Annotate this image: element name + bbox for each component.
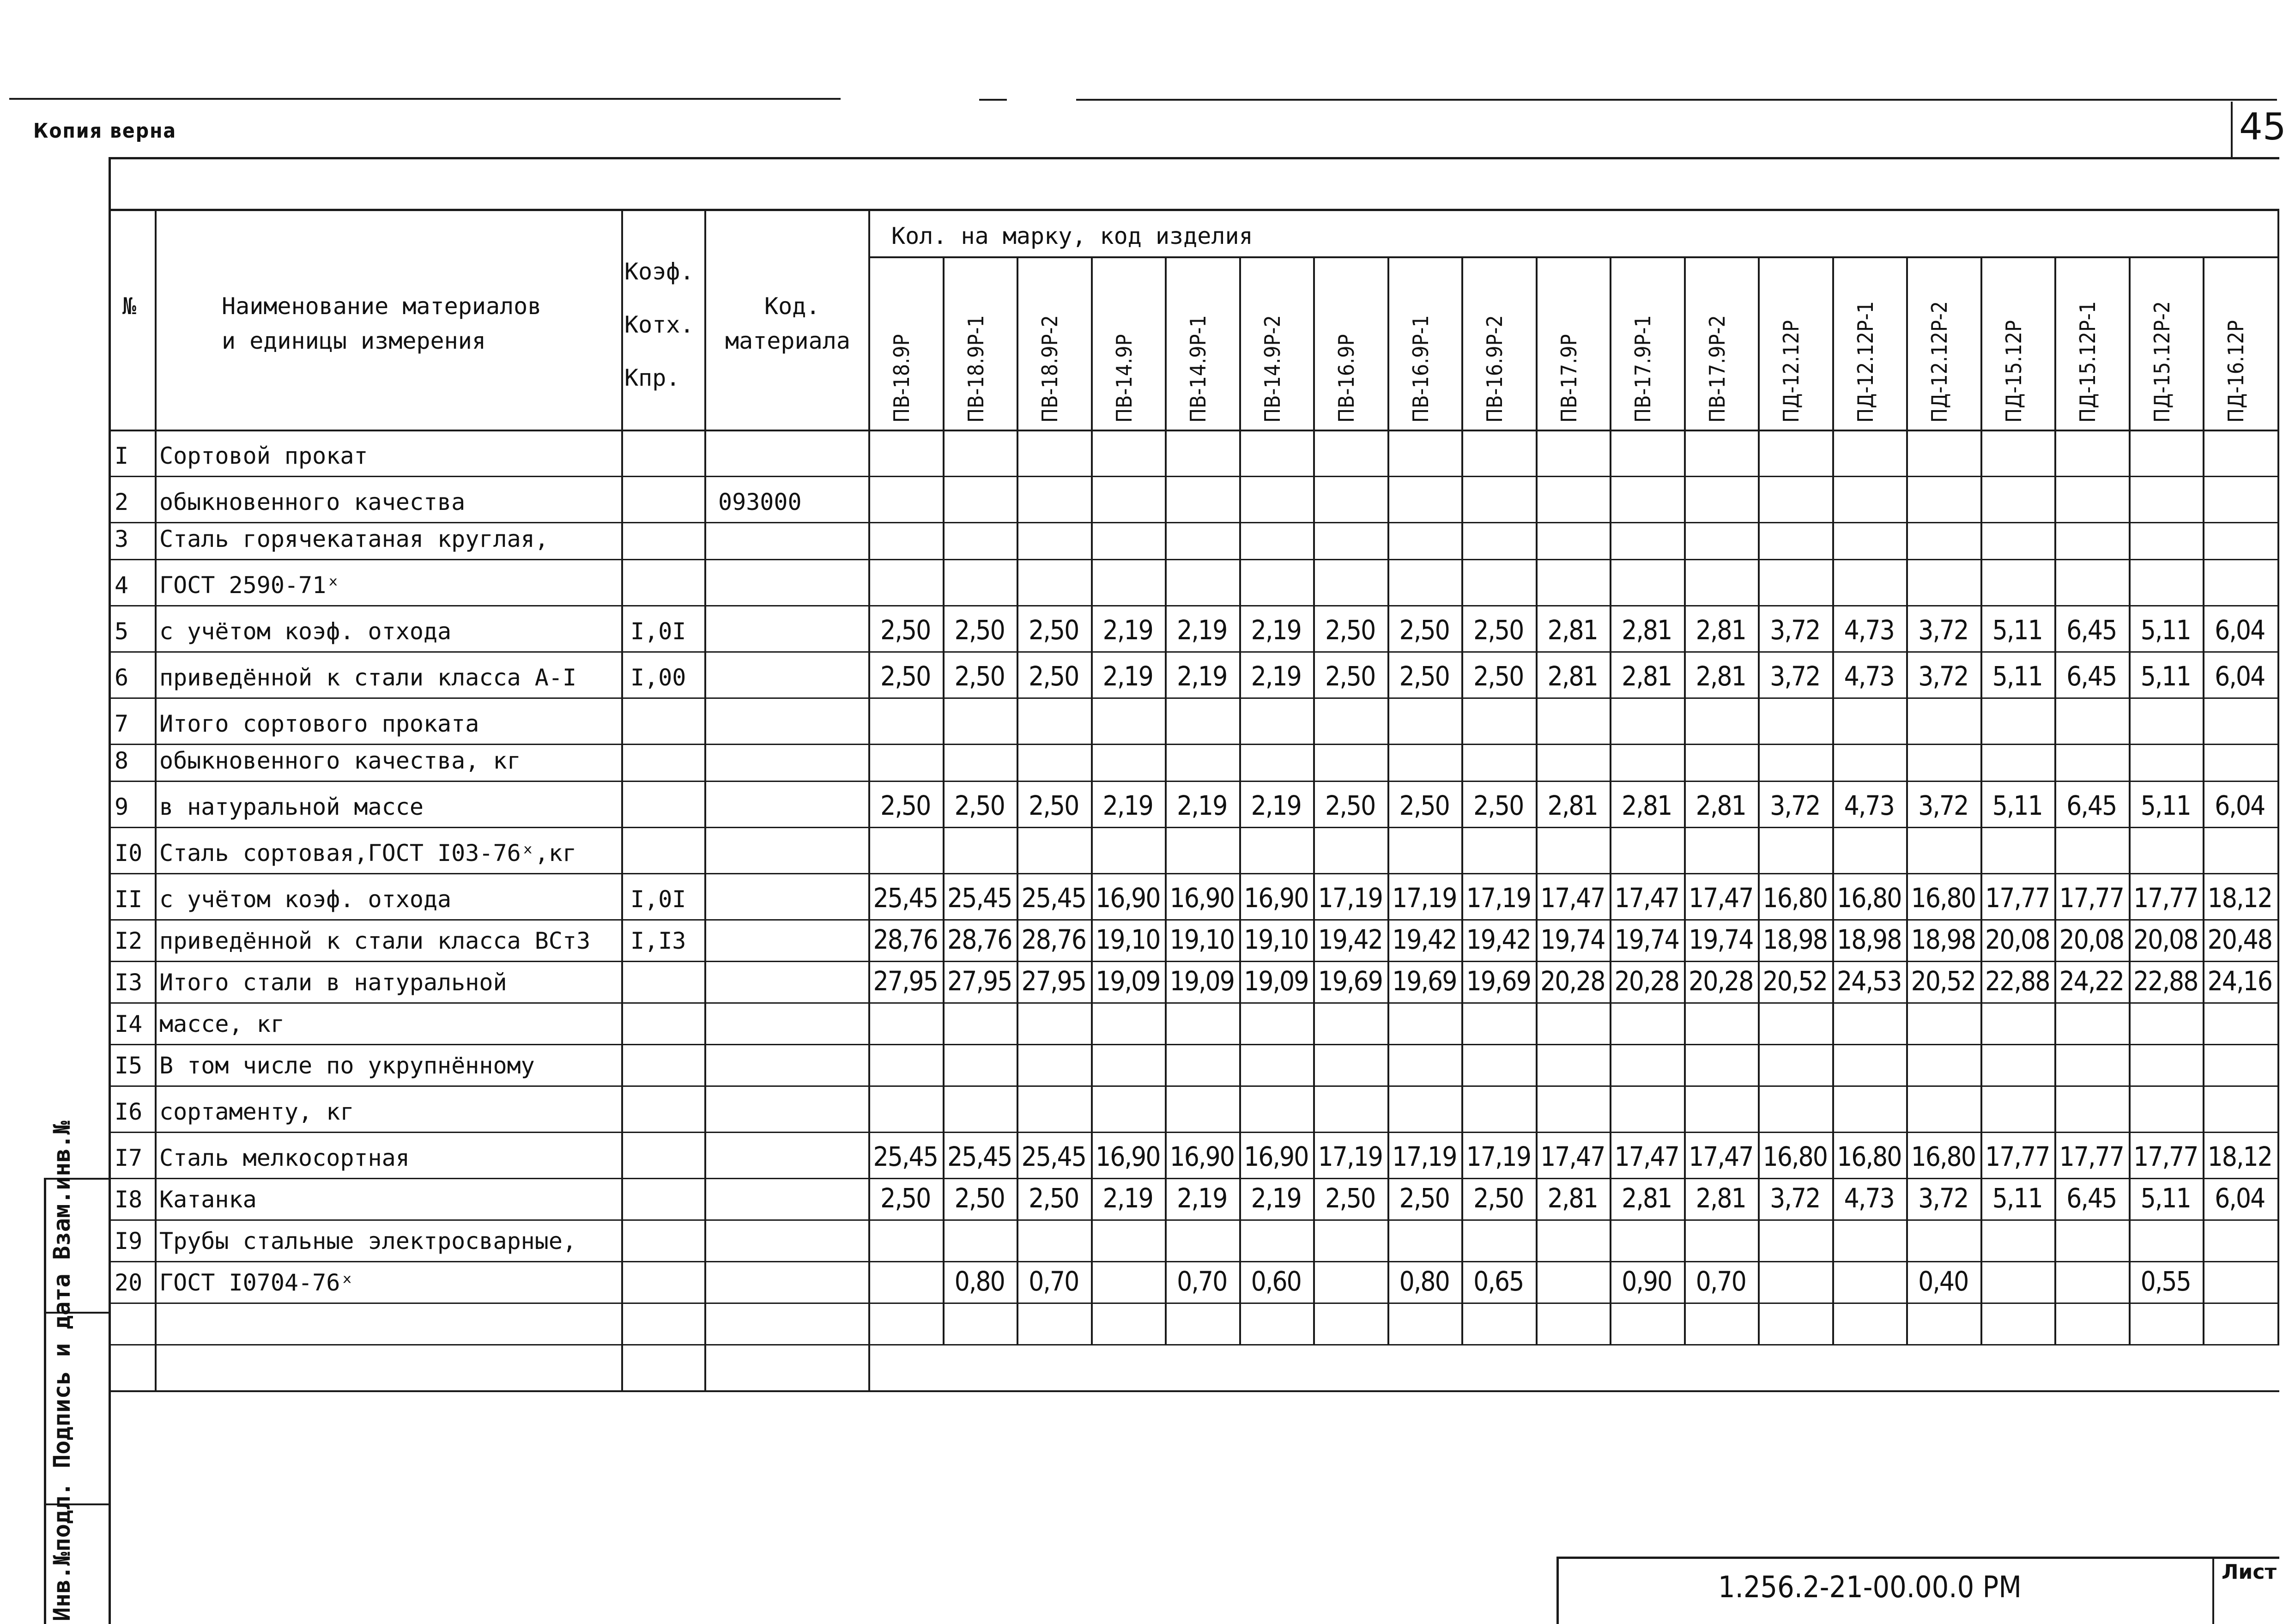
- row-value: 19,10: [1244, 924, 1308, 955]
- row-name: Сталь горячекатаная круглая,: [159, 526, 549, 552]
- top-border-line-2: [979, 99, 1007, 101]
- header-group-title: Кол. на марку, код изделия: [891, 223, 1253, 249]
- row-value: 2,81: [1696, 661, 1746, 692]
- title-block-sheet-divider: [2212, 1557, 2214, 1624]
- row-value: 3,72: [1918, 790, 1968, 821]
- row-value: 20,28: [1689, 965, 1753, 997]
- row-value: 2,81: [1547, 614, 1598, 646]
- row-number: I3: [115, 969, 143, 996]
- product-code-header: ПД-12.12Р-1: [1853, 301, 1878, 423]
- row-name: Итого сортового проката: [159, 710, 479, 737]
- row-value: 2,50: [954, 1182, 1005, 1214]
- row-value: 5,11: [1992, 790, 2042, 821]
- header-coef-line2: Котх.: [624, 311, 694, 338]
- row-name: сортаменту, кг: [159, 1098, 354, 1125]
- row-value: 19,09: [1244, 965, 1308, 997]
- row-number: I0: [115, 840, 143, 867]
- row-number: 20: [115, 1269, 143, 1296]
- row-value: 20,08: [1985, 924, 2050, 955]
- row-value: 18,12: [2207, 882, 2272, 914]
- row-value: 27,95: [873, 965, 938, 997]
- row-value: 16,90: [1169, 1141, 1234, 1172]
- table-col-divider: [621, 211, 623, 1390]
- row-value: 0,90: [1622, 1266, 1672, 1297]
- row-value: 6,04: [2215, 790, 2265, 821]
- row-value: 17,47: [1614, 882, 1679, 914]
- row-value: 2,81: [1696, 614, 1746, 646]
- row-value: 2,81: [1547, 790, 1598, 821]
- row-value: 17,47: [1540, 1141, 1605, 1172]
- row-value: 17,77: [2059, 1141, 2124, 1172]
- row-value: 2,19: [1251, 1182, 1301, 1214]
- product-code-header: ПВ-17.9Р-2: [1704, 315, 1730, 423]
- row-value: 24,53: [1837, 965, 1901, 997]
- header-code-line2: материала: [725, 327, 850, 354]
- row-value: 2,81: [1696, 1182, 1746, 1214]
- row-number: II: [115, 886, 143, 913]
- row-value: 19,69: [1318, 965, 1382, 997]
- row-name: Сортовой прокат: [159, 442, 368, 469]
- row-value: 3,72: [1770, 661, 1820, 692]
- row-name: в натуральной массе: [159, 794, 424, 820]
- row-number: 7: [115, 710, 129, 737]
- row-name: массе, кг: [159, 1011, 285, 1037]
- row-line: [109, 651, 2279, 653]
- row-material-code: 093000: [718, 489, 802, 515]
- row-number: I9: [115, 1228, 143, 1254]
- row-value: 2,50: [1325, 790, 1375, 821]
- row-value: 16,80: [1762, 882, 1827, 914]
- row-line: [109, 1344, 2279, 1345]
- row-number: 9: [115, 794, 129, 820]
- table-bottom-line: [109, 1390, 2279, 1392]
- row-number: 4: [115, 572, 129, 599]
- row-number: 5: [115, 618, 129, 645]
- row-value: 19,42: [1392, 924, 1457, 955]
- row-name: Катанка: [159, 1186, 257, 1213]
- row-line: [109, 522, 2279, 523]
- row-value: 17,19: [1392, 882, 1457, 914]
- row-line: [109, 1085, 2279, 1087]
- row-value: 2,81: [1622, 661, 1672, 692]
- header-coef-line3: Кпр.: [624, 364, 680, 391]
- row-value: 2,19: [1251, 661, 1301, 692]
- row-name: Итого стали в натуральной: [159, 969, 507, 996]
- row-value: 19,10: [1169, 924, 1234, 955]
- product-code-header: ПД-15.12Р: [2001, 320, 2026, 423]
- row-value: 17,19: [1466, 1141, 1531, 1172]
- row-line: [109, 827, 2279, 828]
- row-number: 3: [115, 526, 129, 552]
- row-number: 2: [115, 489, 129, 515]
- row-value: 2,50: [1473, 1182, 1524, 1214]
- row-value: 3,72: [1918, 614, 1968, 646]
- row-value: 5,11: [2140, 1182, 2191, 1214]
- row-line: [109, 1303, 2279, 1304]
- sheet-label: Лист: [2222, 1560, 2277, 1584]
- product-code-header: ПД-16.12Р: [2223, 320, 2248, 423]
- row-value: 2,19: [1251, 790, 1301, 821]
- row-value: 17,19: [1318, 882, 1382, 914]
- row-value: 2,19: [1177, 614, 1227, 646]
- header-group-line: [868, 256, 2279, 258]
- row-value: 2,19: [1102, 790, 1153, 821]
- row-value: 20,08: [2059, 924, 2124, 955]
- product-code-header: ПВ-14.9Р-2: [1260, 315, 1285, 423]
- row-name: обыкновенного качества, кг: [159, 747, 521, 774]
- title-block-top: [1556, 1557, 2279, 1559]
- row-value: 25,45: [873, 1141, 938, 1172]
- page-number-divider: [2231, 102, 2233, 157]
- row-value: 2,50: [1325, 661, 1375, 692]
- row-value: 16,90: [1244, 1141, 1308, 1172]
- row-value: 3,72: [1770, 1182, 1820, 1214]
- row-value: 28,76: [947, 924, 1012, 955]
- row-value: 2,50: [954, 661, 1005, 692]
- row-value: 19,69: [1466, 965, 1531, 997]
- row-value: 0,70: [1696, 1266, 1746, 1297]
- row-name: обыкновенного качества: [159, 489, 466, 515]
- row-name: В том числе по укрупнённому: [159, 1052, 535, 1079]
- row-value: 2,50: [1473, 614, 1524, 646]
- frame-left: [109, 157, 111, 1624]
- row-value: 20,28: [1614, 965, 1679, 997]
- row-name: ГОСТ 2590-71ˣ: [159, 572, 340, 599]
- row-value: 2,50: [880, 790, 931, 821]
- row-value: 19,74: [1689, 924, 1753, 955]
- row-line: [109, 1261, 2279, 1262]
- row-value: 16,80: [1837, 882, 1901, 914]
- title-block-left: [1556, 1557, 1559, 1624]
- product-code-header: ПВ-17.9Р-1: [1630, 315, 1655, 423]
- row-value: 20,52: [1911, 965, 1975, 997]
- row-value: 17,47: [1689, 882, 1753, 914]
- row-coef: I,0I: [630, 618, 686, 645]
- row-value: 16,90: [1096, 1141, 1160, 1172]
- table-col-divider: [155, 211, 157, 1390]
- row-value: 17,47: [1540, 882, 1605, 914]
- row-value: 17,19: [1466, 882, 1531, 914]
- product-code-header: ПВ-17.9Р: [1556, 334, 1581, 423]
- row-line: [109, 1178, 2279, 1179]
- row-value: 25,45: [947, 1141, 1012, 1172]
- header-no: №: [122, 293, 137, 320]
- row-value: 18,98: [1837, 924, 1901, 955]
- header-name-line2: и единицы измерения: [222, 327, 486, 354]
- row-number: I5: [115, 1052, 143, 1079]
- row-value: 2,50: [954, 790, 1005, 821]
- row-line: [109, 961, 2279, 962]
- row-number: I2: [115, 927, 143, 954]
- row-value: 2,50: [1399, 790, 1449, 821]
- row-name: Трубы стальные электросварные,: [159, 1228, 577, 1254]
- row-value: 16,80: [1911, 1141, 1975, 1172]
- row-value: 17,77: [1985, 1141, 2050, 1172]
- row-value: 2,50: [1399, 1182, 1449, 1214]
- row-value: 4,73: [1844, 790, 1894, 821]
- row-value: 17,77: [2133, 1141, 2198, 1172]
- copy-stamp: Копия верна: [33, 119, 177, 143]
- row-line: [109, 1002, 2279, 1004]
- row-value: 2,50: [1325, 614, 1375, 646]
- row-value: 4,73: [1844, 1182, 1894, 1214]
- row-value: 0,65: [1473, 1266, 1524, 1297]
- row-coef: I,00: [630, 664, 686, 691]
- row-value: 6,45: [2066, 614, 2117, 646]
- row-value: 25,45: [1021, 882, 1086, 914]
- row-value: 19,09: [1096, 965, 1160, 997]
- row-value: 2,81: [1547, 1182, 1598, 1214]
- row-value: 19,69: [1392, 965, 1457, 997]
- row-value: 2,81: [1696, 790, 1746, 821]
- row-value: 28,76: [873, 924, 938, 955]
- header-bottom-line: [109, 430, 2279, 431]
- row-value: 5,11: [2140, 614, 2191, 646]
- product-code-header: ПВ-14.9Р: [1111, 334, 1137, 423]
- row-value: 3,72: [1918, 661, 1968, 692]
- row-value: 16,90: [1244, 882, 1308, 914]
- product-code-header: ПВ-18.9Р-1: [963, 315, 988, 423]
- row-line: [109, 744, 2279, 745]
- row-coef: I,0I: [630, 886, 686, 913]
- product-code-header: ПД-12.12Р-2: [1927, 301, 1952, 423]
- row-value: 17,47: [1689, 1141, 1753, 1172]
- top-border-line: [9, 98, 841, 100]
- document-code: 1.256.2-21-00.00.0 РМ: [1718, 1570, 2022, 1605]
- row-value: 2,50: [1399, 614, 1449, 646]
- row-value: 2,81: [1622, 1182, 1672, 1214]
- row-value: 17,77: [2133, 882, 2198, 914]
- row-coef: I,I3: [630, 927, 686, 954]
- row-value: 2,19: [1102, 1182, 1153, 1214]
- row-number: I8: [115, 1186, 143, 1213]
- row-line: [109, 873, 2279, 874]
- row-value: 2,19: [1177, 661, 1227, 692]
- row-value: 19,74: [1614, 924, 1679, 955]
- row-value: 2,81: [1547, 661, 1598, 692]
- product-code-header: ПВ-18.9Р-2: [1037, 315, 1062, 423]
- row-value: 2,50: [954, 614, 1005, 646]
- row-line: [109, 697, 2279, 699]
- sidebar-border: [44, 1178, 46, 1624]
- row-value: 2,50: [1029, 790, 1079, 821]
- row-value: 27,95: [1021, 965, 1086, 997]
- row-value: 19,09: [1169, 965, 1234, 997]
- row-value: 4,73: [1844, 661, 1894, 692]
- row-value: 24,16: [2207, 965, 2272, 997]
- row-value: 5,11: [2140, 661, 2191, 692]
- row-value: 6,45: [2066, 790, 2117, 821]
- row-value: 16,90: [1096, 882, 1160, 914]
- row-value: 2,50: [1473, 790, 1524, 821]
- row-value: 18,12: [2207, 1141, 2272, 1172]
- row-line: [109, 605, 2279, 606]
- row-value: 16,90: [1169, 882, 1234, 914]
- row-value: 3,72: [1770, 790, 1820, 821]
- row-value: 19,10: [1096, 924, 1160, 955]
- row-line: [109, 559, 2279, 560]
- table-right-border: [2277, 211, 2279, 1344]
- header-code-line1: Код.: [764, 293, 820, 320]
- row-line: [109, 919, 2279, 921]
- row-value: 6,04: [2215, 614, 2265, 646]
- row-value: 2,50: [1325, 1182, 1375, 1214]
- row-value: 2,19: [1102, 661, 1153, 692]
- row-value: 4,73: [1844, 614, 1894, 646]
- row-number: I4: [115, 1011, 143, 1037]
- row-value: 22,88: [2133, 965, 2198, 997]
- row-value: 5,11: [2140, 790, 2191, 821]
- row-number: 6: [115, 664, 129, 691]
- row-number: I7: [115, 1145, 143, 1171]
- row-value: 20,48: [2207, 924, 2272, 955]
- row-line: [109, 1044, 2279, 1045]
- row-value: 19,74: [1540, 924, 1605, 955]
- row-value: 19,42: [1466, 924, 1531, 955]
- row-value: 0,40: [1918, 1266, 1968, 1297]
- row-value: 5,11: [1992, 661, 2042, 692]
- row-value: 17,77: [2059, 882, 2124, 914]
- row-number: I: [115, 442, 129, 469]
- row-number: 8: [115, 747, 129, 774]
- row-value: 17,19: [1392, 1141, 1457, 1172]
- row-value: 6,04: [2215, 1182, 2265, 1214]
- row-value: 0,80: [1399, 1266, 1449, 1297]
- row-name: ГОСТ I0704-76ˣ: [159, 1269, 354, 1296]
- table-col-divider: [704, 211, 706, 1390]
- row-value: 2,50: [880, 661, 931, 692]
- product-code-header: ПВ-16.9Р-2: [1482, 315, 1507, 423]
- row-line: [109, 476, 2279, 477]
- row-value: 20,08: [2133, 924, 2198, 955]
- row-name: с учётом коэф. отхода: [159, 886, 452, 913]
- row-value: 2,19: [1177, 790, 1227, 821]
- row-value: 0,70: [1029, 1266, 1079, 1297]
- product-code-header: ПД-15.12Р-1: [2075, 301, 2100, 423]
- row-value: 19,42: [1318, 924, 1382, 955]
- row-value: 16,80: [1837, 1141, 1901, 1172]
- row-value: 18,98: [1911, 924, 1975, 955]
- product-code-header: ПВ-16.9Р: [1334, 334, 1359, 423]
- row-value: 28,76: [1021, 924, 1086, 955]
- page-number: 45: [2239, 105, 2286, 148]
- row-value: 2,50: [880, 1182, 931, 1214]
- row-value: 5,11: [1992, 614, 2042, 646]
- row-value: 2,50: [1029, 1182, 1079, 1214]
- row-value: 6,45: [2066, 1182, 2117, 1214]
- product-code-header: ПВ-16.9Р-1: [1408, 315, 1433, 423]
- row-name: Сталь мелкосортная: [159, 1145, 410, 1171]
- row-value: 2,50: [1029, 661, 1079, 692]
- row-value: 18,98: [1762, 924, 1827, 955]
- row-value: 22,88: [1985, 965, 2050, 997]
- row-name: приведённой к стали класса А-I: [159, 664, 577, 691]
- row-value: 3,72: [1918, 1182, 1968, 1214]
- row-value: 2,19: [1251, 614, 1301, 646]
- row-value: 2,50: [1029, 614, 1079, 646]
- product-code-header: ПВ-14.9Р-1: [1186, 315, 1211, 423]
- row-line: [109, 1219, 2279, 1221]
- row-value: 16,80: [1911, 882, 1975, 914]
- row-name: с учётом коэф. отхода: [159, 618, 452, 645]
- row-value: 2,19: [1177, 1182, 1227, 1214]
- row-value: 0,55: [2140, 1266, 2191, 1297]
- row-value: 16,80: [1762, 1141, 1827, 1172]
- row-value: 0,80: [954, 1266, 1005, 1297]
- row-value: 27,95: [947, 965, 1012, 997]
- row-line: [109, 1132, 2279, 1133]
- row-value: 25,45: [1021, 1141, 1086, 1172]
- row-value: 2,50: [1399, 661, 1449, 692]
- row-value: 25,45: [947, 882, 1012, 914]
- row-name: приведённой к стали класса ВСт3: [159, 927, 591, 954]
- sidebar-labels: Инв.№подл. Подпись и дата Взам.инв.№: [48, 1121, 75, 1621]
- row-value: 6,04: [2215, 661, 2265, 692]
- row-line: [109, 781, 2279, 782]
- row-value: 2,81: [1622, 614, 1672, 646]
- product-code-header: ПД-15.12Р-2: [2149, 301, 2174, 423]
- row-value: 17,77: [1985, 882, 2050, 914]
- top-border-line-3: [1076, 99, 2277, 101]
- row-value: 2,50: [880, 614, 931, 646]
- row-value: 2,50: [1473, 661, 1524, 692]
- row-value: 3,72: [1770, 614, 1820, 646]
- row-value: 17,47: [1614, 1141, 1679, 1172]
- row-value: 17,19: [1318, 1141, 1382, 1172]
- product-code-header: ПД-12.12Р: [1779, 320, 1804, 423]
- row-value: 0,70: [1177, 1266, 1227, 1297]
- header-name-line1: Наименование материалов: [222, 293, 542, 320]
- row-value: 20,28: [1540, 965, 1605, 997]
- frame-top: [109, 157, 2279, 159]
- row-value: 2,19: [1102, 614, 1153, 646]
- row-value: 24,22: [2059, 965, 2124, 997]
- row-value: 6,45: [2066, 661, 2117, 692]
- row-value: 0,60: [1251, 1266, 1301, 1297]
- row-value: 25,45: [873, 882, 938, 914]
- product-code-header: ПВ-18.9Р: [889, 334, 914, 423]
- row-value: 20,52: [1762, 965, 1827, 997]
- row-value: 2,81: [1622, 790, 1672, 821]
- table-top: [109, 209, 2279, 211]
- row-name: Сталь сортовая,ГОСТ I03-76ˣ,кг: [159, 840, 577, 867]
- row-number: I6: [115, 1098, 143, 1125]
- row-value: 5,11: [1992, 1182, 2042, 1214]
- header-coef-line1: Коэф.: [624, 258, 694, 285]
